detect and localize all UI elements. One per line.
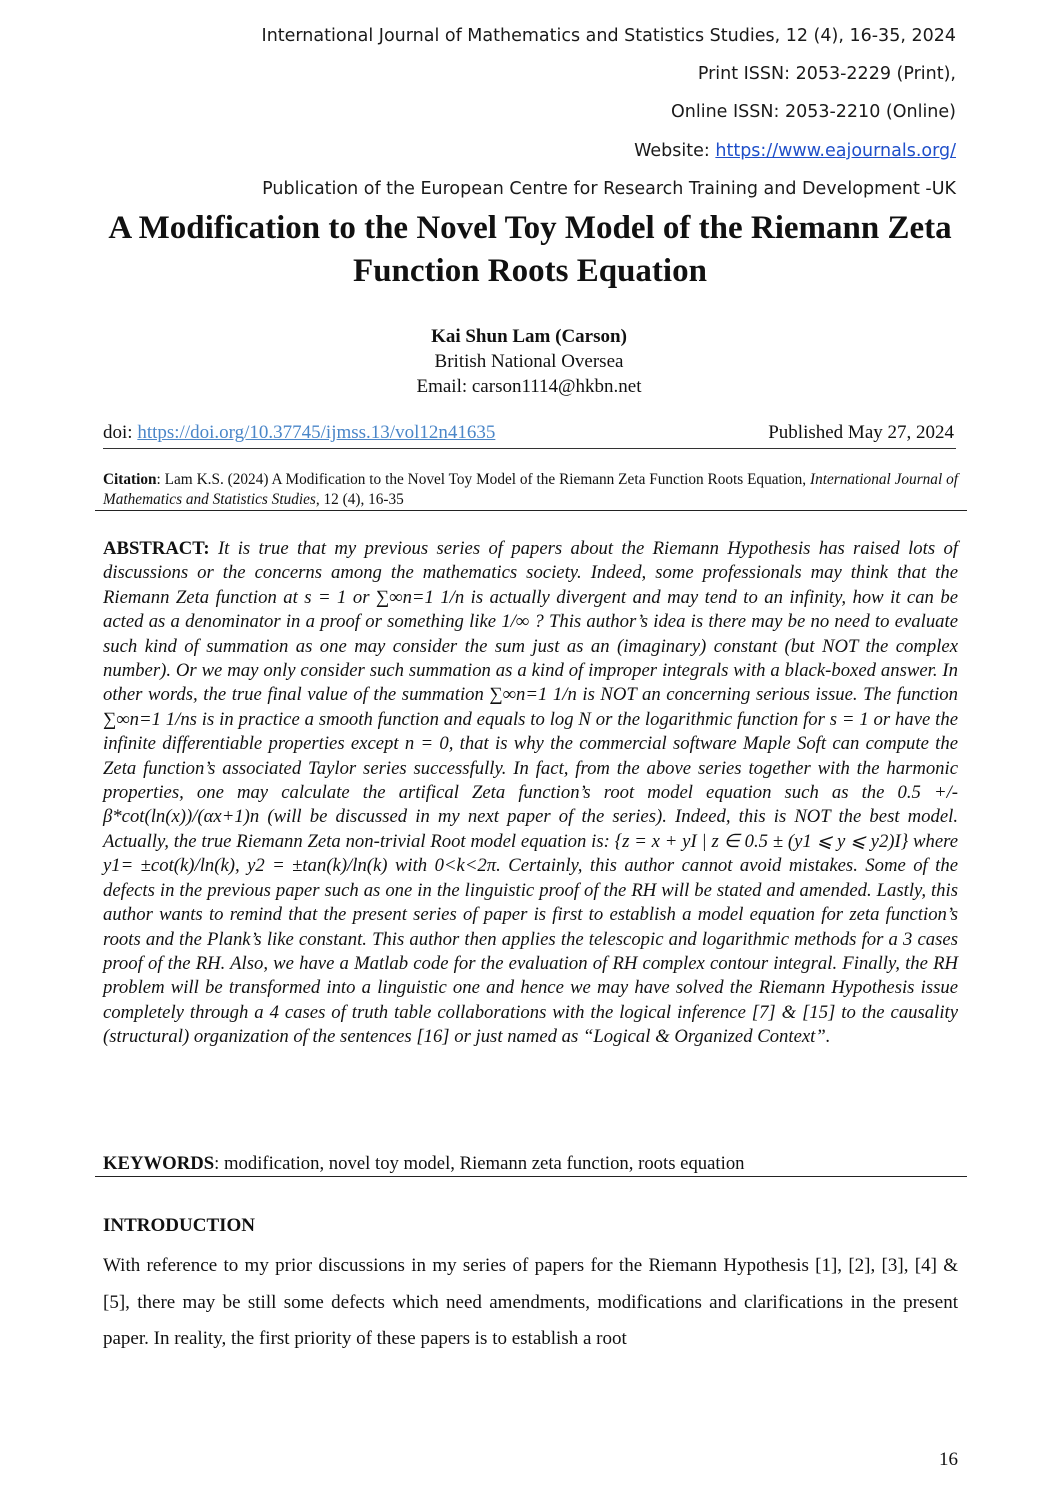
doi-label: doi: — [103, 422, 138, 443]
journal-line: International Journal of Mathematics and Statistics Studies, 12 (4), 16-35, 2024 — [261, 26, 956, 46]
intro-heading: INTRODUCTION — [103, 1215, 256, 1236]
keywords — [103, 1152, 958, 1176]
divider-top — [95, 510, 967, 511]
online-issn: Online ISSN: 2053-2210 (Online) — [671, 102, 956, 122]
page-number: 16 — [939, 1449, 958, 1470]
print-issn: Print ISSN: 2053-2229 (Print), — [697, 64, 956, 84]
website-link[interactable]: https://www.eajournals.org/ — [715, 141, 956, 161]
doi-line — [103, 422, 495, 444]
publisher-line: Publication of the European Centre for Research Training and Development -UK — [262, 179, 956, 199]
author-affiliation: British National Oversea — [434, 351, 624, 372]
author-email: Email: carson1114@hkbn.net — [416, 376, 642, 397]
author-name: Kai Shun Lam (Carson) — [431, 326, 627, 347]
doi-link[interactable]: https://doi.org/10.37745/ijmss.13/vol12n41635 — [137, 422, 496, 443]
abstract-text: It is true that my previous series of papers about the Riemann Hypothesis has raised lots of discussions or the concerns among the mathematics society. Indeed, some professionals may think that the Riemann Zeta function at s = 1 or ∑∞n=1 1/n is actually divergent and may tend to an infinity, how it can be acted as a denominator in a proof or something like 1/∞ ? This author’s idea is there may be no need to evaluate such kind of summation as one may consider the sum just as an (imaginary) constant (but NOT the complex number). Or we may only consider such summation as a kind of improper integrals with a black-boxed answer. In other words, the true final value of the summation ∑∞n=1 1/n is NOT an concerning serious issue. The function ∑∞n=1 1/ns is in practice a smooth function and equals to log N or the logarithmic function for s = 1 or have the infinite differentiable properties except n = 0, that is why the commercial software Maple Soft can compute the Zeta function’s associated Taylor series successfully. In fact, from the above series together with the harmonic properties, one may calculate the artifical Zeta function’s root model equation such as the 0.5 +/- β*cot(ln(x))/(αx+1)n (will be discussed in my next paper of the series). Indeed, this is NOT the best model. Actually, the true Riemann Zeta non-trivial Root model equation is: {z = x + yI | z ∈ 0.5 ± (y1 ⩽ y ⩽ y2)I} where y1= ±cot(k)/ln(k), y2 = ±tan(k)/ln(k) with 0<k<2π. Certainly, this author cannot avoid mistakes. Some of the defects in the previous paper such as one in the linguistic proof of the RH will be stated and amended. Lastly, this author wants to remind that the present series of paper is first to establish a model equation for zeta function’s roots and the Plank’s like constant. This author then applies the telescopic and logarithmic methods for a 3 cases proof of the RH. Also, we have a Matlab code for the evaluation of RH complex contour integral. Finally, the RH problem will be transformed into a linguistic one and hence we may have solved the Riemann Hypothesis issue completely through a 4 cases of truth table collaborations with the logical inference [7] & [15] to the causality (structural) organization of the sentences [16] or just named as “Logical & Organized Context”. — [103, 538, 958, 1048]
author-block — [0, 324, 1058, 399]
keywords-text: : modification, novel toy model, Riemann zeta function, roots equation — [214, 1153, 745, 1174]
website-line — [634, 141, 956, 161]
citation-text-a: : Lam K.S. (2024) A Modification to the Novel Toy Model of the Riemann Zeta Function Roots Equation, — [156, 471, 811, 488]
paper-title: A Modification to the Novel Toy Model of the Riemann Zeta Function Roots Equation — [108, 210, 952, 289]
citation-label: Citation — [103, 471, 157, 488]
doi-row — [103, 422, 956, 449]
keywords-label: KEYWORDS — [103, 1153, 215, 1174]
abstract-label: ABSTRACT: — [103, 538, 210, 559]
citation-text-b: , 12 (4), 16-35 — [315, 491, 404, 508]
divider-bottom — [95, 1176, 967, 1177]
citation — [103, 470, 958, 510]
published-date: Published May 27, 2024 — [768, 422, 954, 443]
intro-text: With reference to my prior discussions in my series of papers for the Riemann Hypothesis [1], [2], [3], [4] & [5], there may be still some defects which need amendments, modifications and clarifications in the present paper. In reality, the first priority of these papers is to establish a root — [103, 1255, 958, 1349]
website-label: Website: — [634, 141, 716, 161]
abstract — [103, 537, 958, 1050]
citation-journal: International Journal of Mathematics and Statistics Studies — [103, 471, 958, 508]
